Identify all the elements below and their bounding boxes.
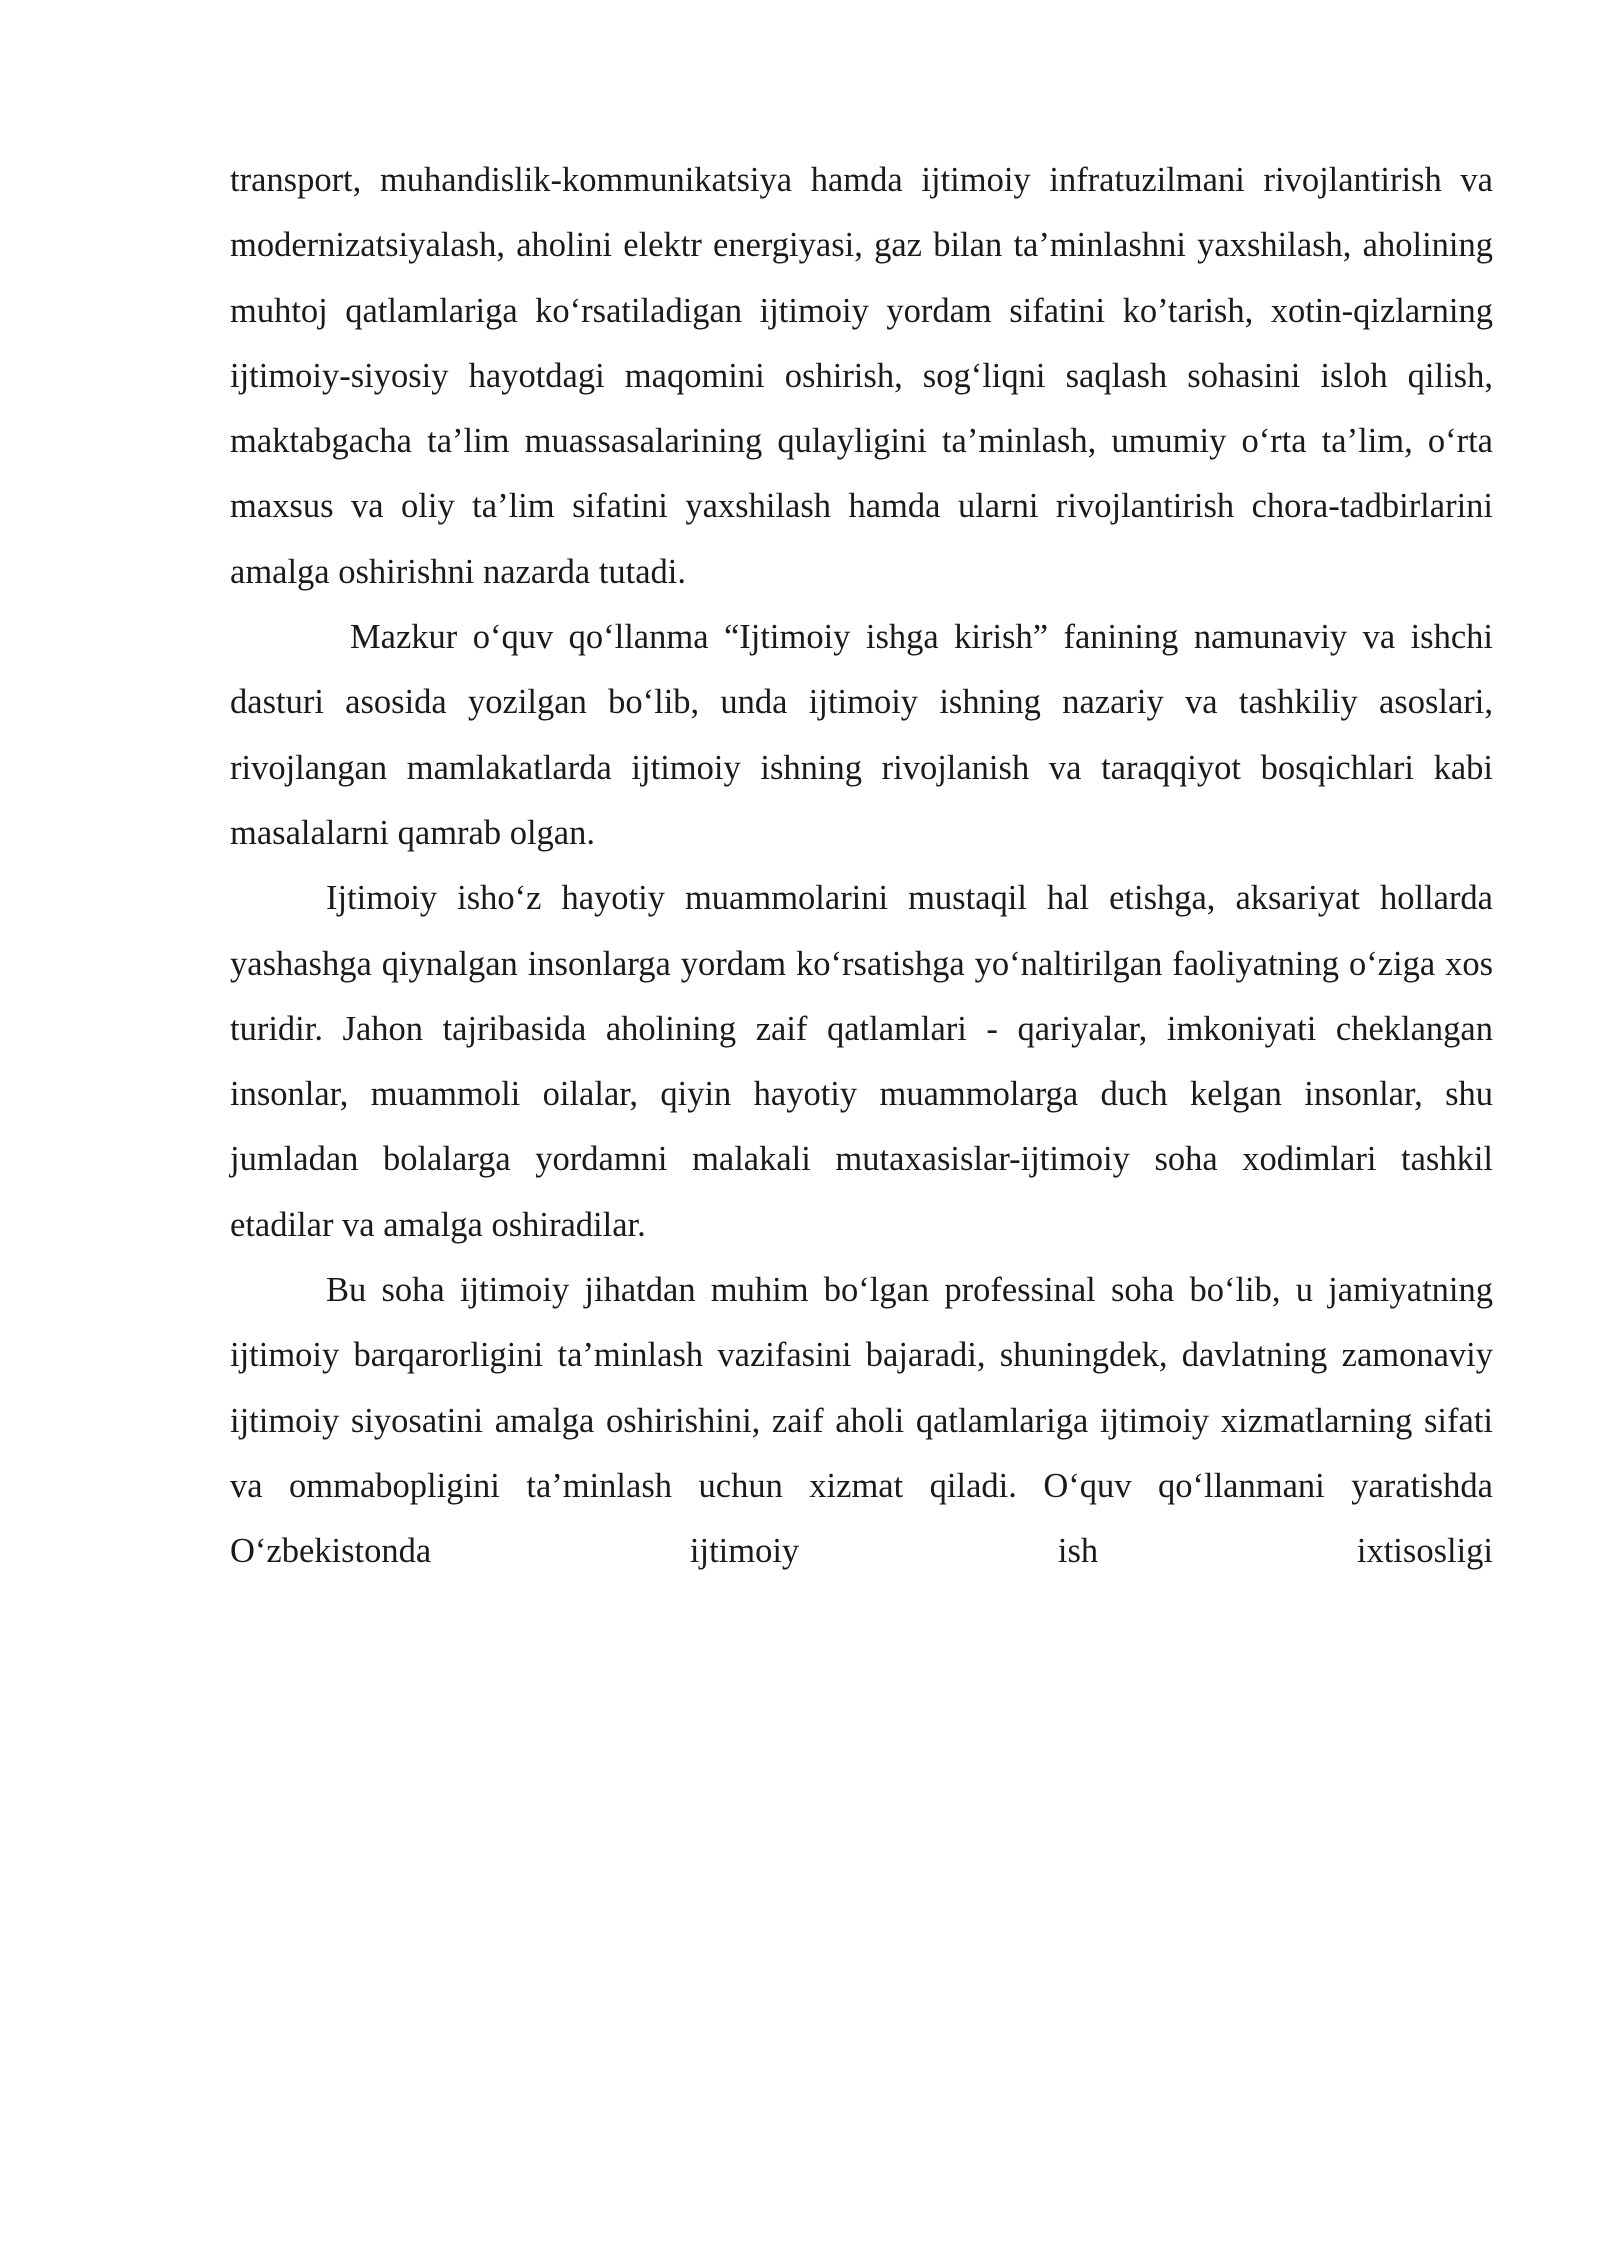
paragraph-continuation: transport, muhandislik-kommunikatsiya hamda ijtimoiy infratuzilmani rivojlantirish va modernizatsiyalash, aholini elektr energiyasi, gaz bilan ta’minlashni yaxshilash, aholining muhtoj qatlamlariga ko‘rsatiladigan ijtimoiy yordam sifatini ko’tarish, xotin-qizlarning ijtimoiy-siyosiy hayotdagi maqomini oshirish, sog‘liqni saqlash sohasini isloh qilish, maktabgacha ta’lim muassasalarining qulayligini ta’minlash, umumiy o‘rta ta’lim, o‘rta maxsus va oliy ta’lim sifatini yaxshilash hamda ularni rivojlantirish chora-tadbirlarini amalga oshirishni nazarda tutadi. <box>230 161 1493 591</box>
body-text <box>230 148 1493 1585</box>
paragraph-textbook-intro: Mazkur o‘quv qo‘llanma “Ijtimoiy ishga kirish” fanining namunaviy va ishchi dasturi asosida yozilgan bo‘lib, unda ijtimoiy ishning nazariy va tashkiliy asoslari, rivojlangan mamlakatlarda ijtimoiy ishning rivojlanish va taraqqiyot bosqichlari kabi masalalarni qamrab olgan. <box>230 618 1493 852</box>
paragraph-social-work-definition: Ijtimoiy isho‘z hayotiy muammolarini mustaqil hal etishga, aksariyat hollarda yashashga qiynalgan insonlarga yordam ko‘rsatishga yo‘naltirilgan faoliyatning o‘ziga xos turidir. Jahon tajribasida aholining zaif qatlamlari - qariyalar, imkoniyati cheklangan insonlar, muammoli oilalar, qiyin hayotiy muammolarga duch kelgan insonlar, shu jumladan bolalarga yordamni malakali mutaxasislar-ijtimoiy soha xodimlari tashkil etadilar va amalga oshiradilar. <box>230 879 1493 1244</box>
paragraph-social-work-significance: Bu soha ijtimoiy jihatdan muhim bo‘lgan professinal soha bo‘lib, u jamiyatning ijtimoiy barqarorligini ta’minlash vazifasini bajaradi, shuningdek, davlatning zamonaviy ijtimoiy siyosatini amalga oshirishini, zaif aholi qatlamlariga ijtimoiy xizmatlarning sifati va ommabopligini ta’minlash uchun xizmat qiladi. O‘quv qo‘llanmani yaratishda O‘zbekistonda ijtimoiy ish ixtisosligi <box>230 1271 1493 1571</box>
